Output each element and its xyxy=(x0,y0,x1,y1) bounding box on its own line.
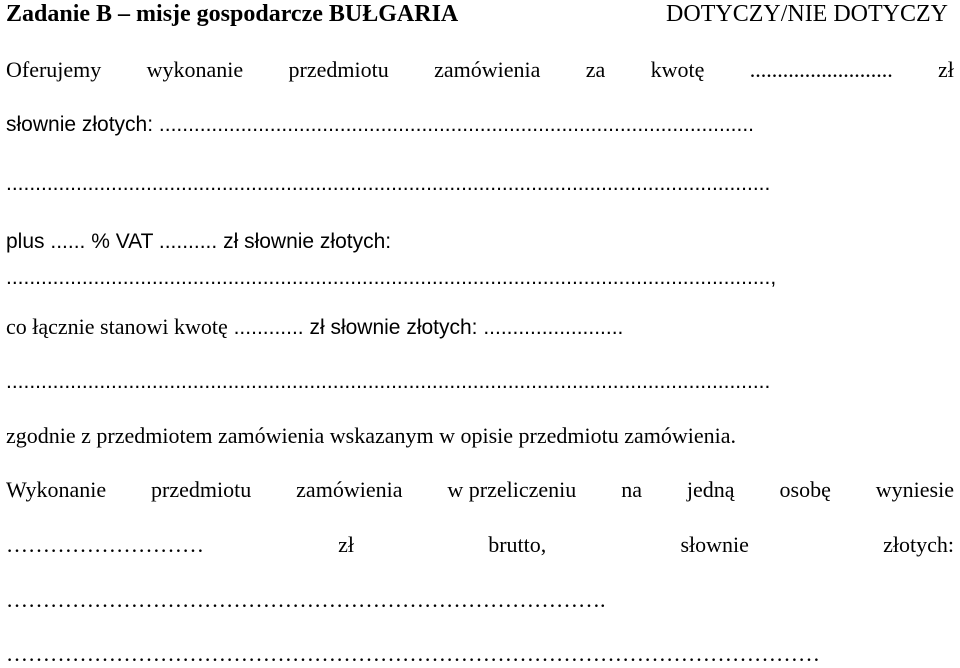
amount-in-words-continuation[interactable]: ................................................................................................................................... xyxy=(6,172,771,195)
word: zł xyxy=(938,57,954,82)
word: osobę xyxy=(779,477,831,502)
word: Wykonanie xyxy=(6,477,107,502)
amount-blank[interactable]: .......................... xyxy=(749,57,893,82)
word: kwotę xyxy=(650,57,705,82)
word: złotych: xyxy=(883,532,954,557)
total-in-words-continuation[interactable]: ................................................................................................................................... xyxy=(6,370,771,393)
word: w przeliczeniu xyxy=(447,477,577,502)
word: przedmiotu xyxy=(288,57,389,82)
offer-amount-line xyxy=(6,56,954,84)
per-person-amount-line[interactable] xyxy=(6,531,954,559)
word: zł xyxy=(338,532,355,557)
word: przedmiotu xyxy=(151,477,252,502)
per-person-in-words-continuation[interactable]: ………………………………………………………………………………………………… xyxy=(6,641,820,666)
vat-in-words-blank[interactable]: ..................................................................................................................................., xyxy=(6,266,777,289)
per-person-amount-blank[interactable]: ……………………… xyxy=(6,532,204,557)
applies-label: DOTYCZY/NIE DOTYCZY xyxy=(666,1,948,27)
word: brutto, xyxy=(488,532,547,557)
word: słownie xyxy=(680,532,749,557)
word: Oferujemy xyxy=(6,57,102,82)
task-title: Zadanie B – misje gospodarcze BUŁGARIA xyxy=(6,1,459,27)
word: jedną xyxy=(686,477,735,502)
word: wyniesie xyxy=(875,477,954,502)
compliance-statement: zgodnie z przedmiotem zamówienia wskazanym w opisie przedmiotu zamówienia. xyxy=(6,423,737,448)
total-amount-line[interactable] xyxy=(6,313,954,342)
word: wykonanie xyxy=(146,57,244,82)
vat-line[interactable]: plus ...... % VAT .......... zł słownie złotych: xyxy=(6,230,392,253)
amount-in-words-line[interactable]: słownie złotych: ...................................................................................................... xyxy=(6,113,755,136)
word: na xyxy=(621,477,642,502)
total-label: co łącznie stanowi kwotę xyxy=(6,314,228,339)
total-blank[interactable]: ............ zł słownie złotych: ........................ xyxy=(227,316,624,339)
per-person-line xyxy=(6,476,954,504)
word: zamówienia xyxy=(434,57,541,82)
per-person-in-words-blank[interactable]: ………………………………………………………………………. xyxy=(6,587,606,612)
word: zamówienia xyxy=(296,477,403,502)
word: za xyxy=(585,57,606,82)
